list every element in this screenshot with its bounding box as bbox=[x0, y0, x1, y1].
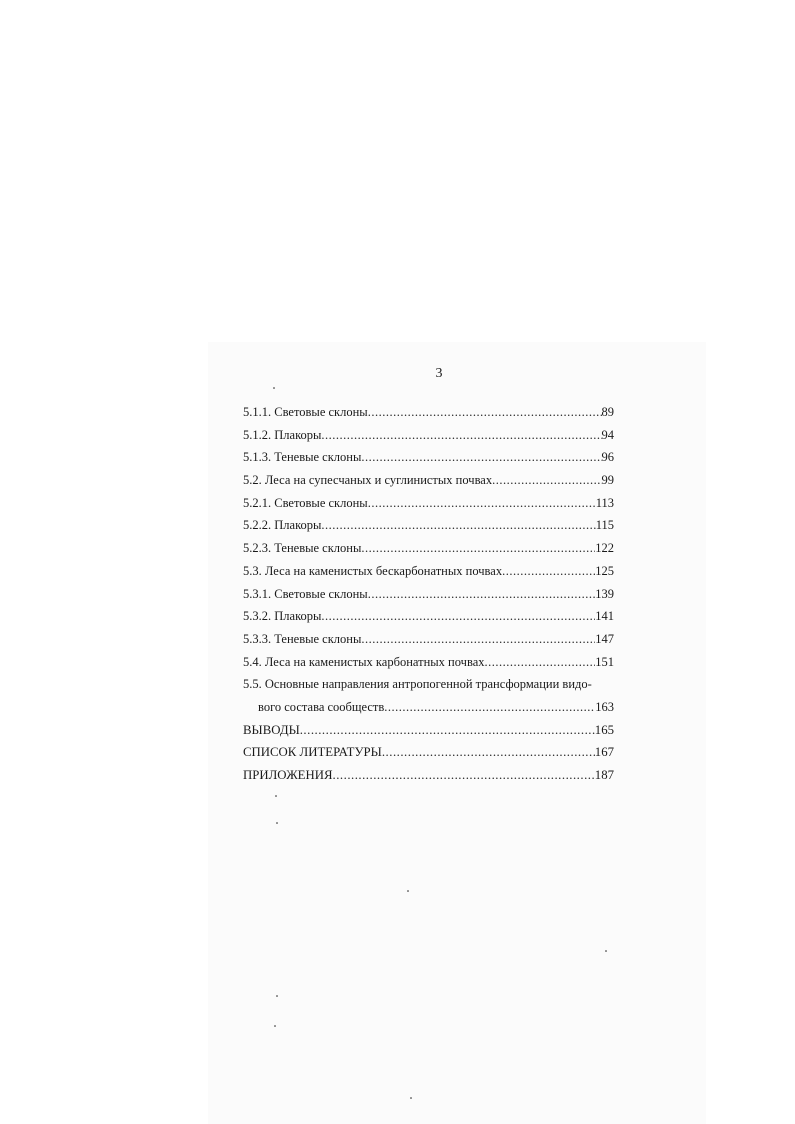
scan-speck bbox=[276, 995, 278, 997]
scan-speck bbox=[276, 822, 278, 824]
page-number: 3 bbox=[435, 366, 443, 381]
toc-entry-page: 89 bbox=[601, 405, 614, 419]
toc-entry-page: 163 bbox=[595, 699, 614, 714]
toc-entry-5-3-3 bbox=[243, 632, 614, 655]
toc-leader-dots bbox=[361, 632, 595, 647]
toc-entry-page: 151 bbox=[595, 654, 614, 669]
table-of-contents bbox=[243, 405, 614, 791]
toc-entry-title: 5.2.3. Теневые склоны bbox=[243, 541, 362, 556]
toc-entry-page: 187 bbox=[594, 768, 614, 782]
toc-entry-5-1-3 bbox=[243, 450, 614, 473]
toc-leader-dots bbox=[361, 541, 595, 556]
scan-speck bbox=[275, 795, 277, 797]
scan-speck bbox=[273, 387, 275, 389]
scan-speck bbox=[274, 1025, 276, 1027]
toc-entry-page: 125 bbox=[595, 563, 614, 578]
scan-speck bbox=[407, 890, 409, 892]
toc-entry-5-1-2 bbox=[243, 428, 614, 451]
toc-leader-dots bbox=[321, 609, 595, 624]
toc-entry-title: вого состава сообществ bbox=[258, 699, 385, 714]
toc-entry-title: 5.2.1. Световые склоны bbox=[243, 495, 368, 510]
toc-entry-page: 115 bbox=[595, 518, 614, 533]
toc-leader-dots bbox=[485, 655, 596, 670]
toc-entry-page: 96 bbox=[601, 450, 614, 465]
toc-entry-title: СПИСОК ЛИТЕРАТУРЫ bbox=[243, 745, 382, 760]
toc-entry-page: 99 bbox=[601, 473, 614, 488]
toc-entry-title: 5.4. Леса на каменистых карбонатных почвах bbox=[243, 654, 485, 669]
toc-leader-dots bbox=[361, 450, 601, 465]
toc-entry-5-5-first-line bbox=[243, 677, 614, 700]
toc-entry-5-5-continuation bbox=[243, 700, 614, 723]
toc-entry-5-3-2 bbox=[243, 609, 614, 632]
toc-entry-title: 5.1.1. Световые склоны bbox=[243, 405, 368, 419]
toc-leader-dots bbox=[382, 745, 595, 760]
toc-entry-5-3-1 bbox=[243, 587, 614, 610]
scan-speck bbox=[410, 1097, 412, 1099]
toc-entry-page: 167 bbox=[594, 745, 614, 760]
toc-entry-title: 5.3.2. Плакоры bbox=[243, 609, 322, 624]
toc-entry-page: 165 bbox=[594, 722, 614, 737]
toc-entry-title: ПРИЛОЖЕНИЯ bbox=[243, 768, 333, 782]
toc-entry-title: 5.3.3. Теневые склоны bbox=[243, 631, 362, 646]
toc-entry-page: 141 bbox=[595, 609, 614, 624]
toc-entry-page: 122 bbox=[595, 541, 614, 556]
toc-entry-title: 5.2.2. Плакоры bbox=[243, 518, 322, 533]
toc-leader-dots bbox=[321, 428, 601, 443]
toc-leader-dots bbox=[321, 518, 595, 533]
toc-entry-5-4 bbox=[243, 655, 614, 678]
toc-entry-page: 139 bbox=[595, 586, 614, 601]
toc-leader-dots bbox=[502, 564, 595, 579]
toc-entry-5-1-1 bbox=[243, 405, 614, 428]
toc-entry-5-2-1 bbox=[243, 496, 614, 519]
toc-entry-5-2-3 bbox=[243, 541, 614, 564]
toc-entry-page: 147 bbox=[595, 631, 614, 646]
toc-entry-title: 5.1.2. Плакоры bbox=[243, 427, 322, 442]
scan-speck bbox=[605, 950, 607, 952]
toc-entry-references bbox=[243, 745, 614, 768]
toc-entry-title: 5.3. Леса на каменистых бескарбонатных почвах bbox=[243, 563, 503, 578]
toc-entry-conclusions bbox=[243, 723, 614, 746]
toc-leader-dots bbox=[368, 496, 596, 511]
toc-entry-5-2 bbox=[243, 473, 614, 496]
toc-entry-5-3 bbox=[243, 564, 614, 587]
toc-entry-title: 5.5. Основные направления антропогенной трансформации видо- bbox=[243, 677, 592, 692]
toc-leader-dots bbox=[300, 723, 595, 738]
toc-entry-title: 5.1.3. Теневые склоны bbox=[243, 450, 362, 465]
toc-entry-title: ВЫВОДЫ bbox=[243, 722, 300, 737]
toc-entry-page: 113 bbox=[595, 495, 614, 510]
toc-entry-title: 5.2. Леса на супесчаных и суглинистых почвах bbox=[243, 473, 493, 488]
toc-leader-dots bbox=[333, 768, 595, 783]
toc-entry-title: 5.3.1. Световые склоны bbox=[243, 586, 368, 601]
toc-leader-dots bbox=[368, 405, 602, 420]
toc-entry-page: 94 bbox=[601, 427, 614, 442]
toc-entry-5-2-2 bbox=[243, 518, 614, 541]
toc-entry-appendices bbox=[243, 768, 614, 791]
toc-leader-dots bbox=[368, 587, 596, 602]
toc-leader-dots bbox=[492, 473, 601, 488]
toc-leader-dots bbox=[384, 700, 595, 715]
